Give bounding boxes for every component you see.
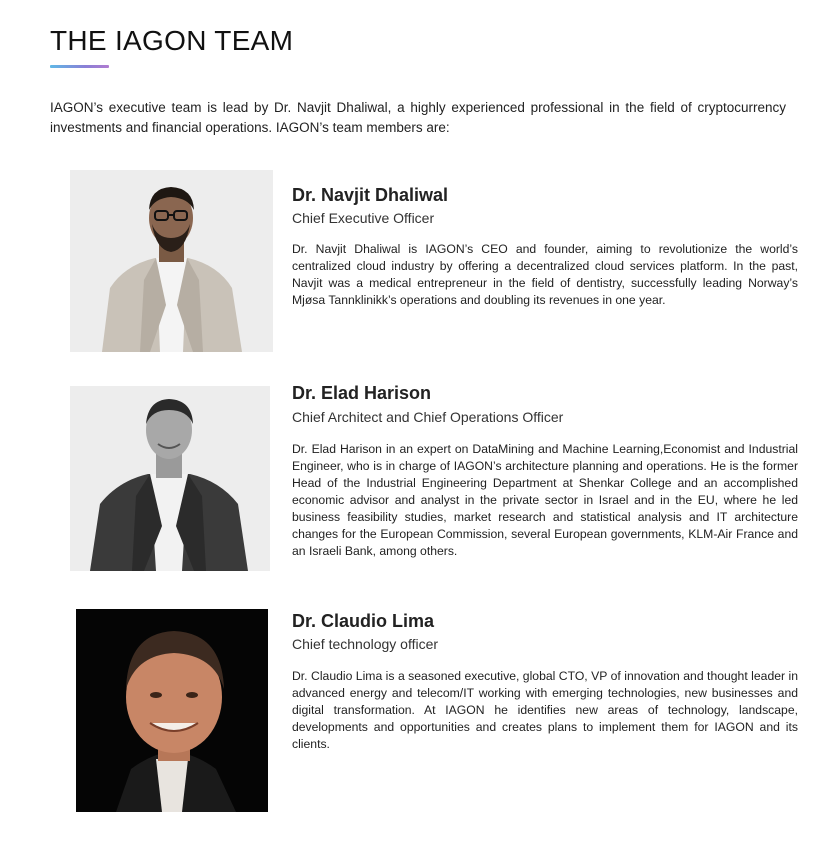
member-name: Dr. Claudio Lima	[292, 611, 435, 631]
member-photo-navjit-dhaliwal	[70, 170, 273, 352]
portrait-photo-icon	[76, 609, 268, 812]
member-name: Dr. Navjit Dhaliwal	[292, 185, 449, 205]
intro-paragraph: IAGON’s executive team is lead by Dr. Navjit Dhaliwal, a highly experienced professional in the field of cryptocurrency investments and financial operations. IAGON’s team members are:	[50, 100, 786, 135]
title-underline	[50, 65, 109, 68]
portrait-photo-icon	[70, 170, 273, 352]
member-photo-claudio-lima	[76, 609, 268, 812]
member-role: Chief technology officer	[292, 636, 439, 652]
member-photo-elad-harison	[70, 386, 270, 571]
member-bio: Dr. Navjit Dhaliwal is IAGON’s CEO and founder, aiming to revolutionize the world’s centralized cloud industry by offering a decentralized cloud services platform. In the past, Navjit was a medical entrepreneur in the field of dentistry, successfully leading Norway’s Mjøsa Tannklinikk’s operations and doubling its revenues in one year.	[292, 242, 798, 307]
member-role: Chief Executive Officer	[292, 210, 435, 226]
portrait-photo-icon	[70, 386, 270, 571]
member-bio: Dr. Claudio Lima is a seasoned executive, global CTO, VP of innovation and thought leader in advanced energy and telecom/IT working with emerging technologies, new businesses and digital transformation. At IAGON he identifies new areas of technology, landscape, developments and opportunities and creates plans to implement them for IAGON and its clients.	[292, 669, 798, 751]
member-role: Chief Architect and Chief Operations Officer	[292, 409, 564, 425]
member-bio: Dr. Elad Harison in an expert on DataMining and Machine Learning,Economist and Industrial Engineer, who is in charge of IAGON’s architecture planning and operations. He is the former Head of the Industrial Engineering Department at Shenkar College and an accomplished economic advisor and analyst in the private sector in Israel and in the EU, where he led business feasibility studies, market research and statistical analysis and IT architecture changes for the European Commission, several European governments, KLM-Air France and an Israeli Bank, among others.	[292, 442, 798, 558]
page-title: THE IAGON TEAM	[50, 25, 294, 56]
member-name: Dr. Elad Harison	[292, 383, 432, 403]
